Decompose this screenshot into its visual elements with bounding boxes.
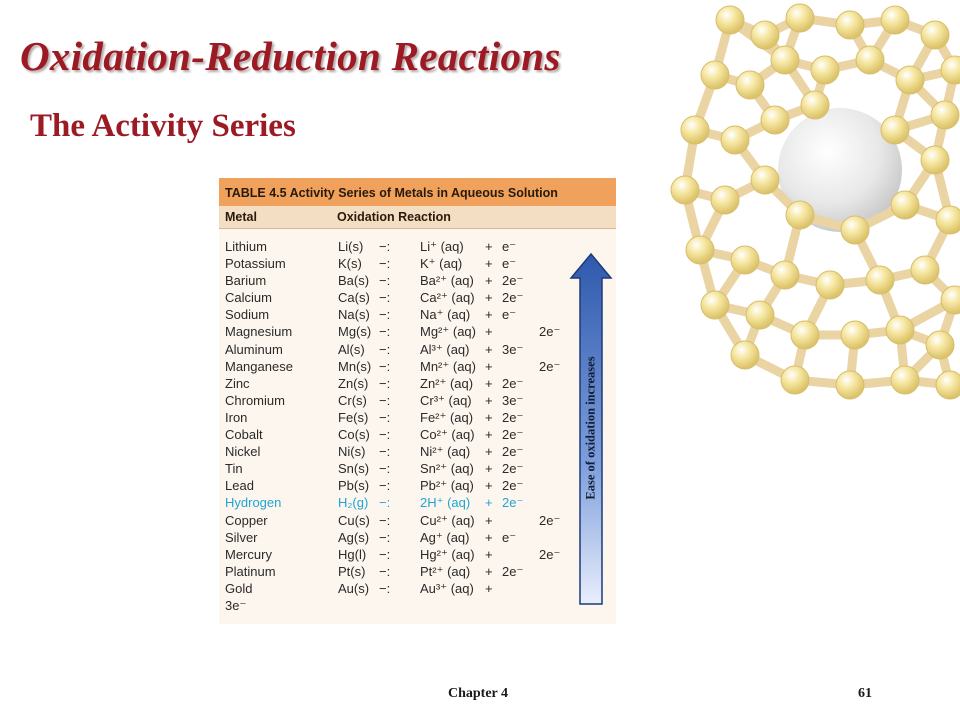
reactant-cell: Sn(s) <box>338 461 370 477</box>
atom-sphere <box>881 116 909 144</box>
table-row <box>219 563 616 580</box>
product-cell: Cr³⁺ (aq) <box>420 392 472 408</box>
slide-subtitle: The Activity Series <box>30 108 296 144</box>
reactant-cell: Ni(s) <box>338 444 366 460</box>
arrow-cell: −: <box>379 444 391 460</box>
reactant-cell: Cr(s) <box>338 392 367 408</box>
reactant-cell: Cu(s) <box>338 512 370 528</box>
atom-sphere <box>856 46 884 74</box>
table-row <box>219 255 616 272</box>
fullerene-molecule-image <box>655 0 960 400</box>
arrow-cell: −: <box>379 239 391 254</box>
atom-sphere <box>736 71 764 99</box>
atom-sphere <box>786 201 814 229</box>
table-row <box>219 392 616 409</box>
electrons-cell: 3e⁻ <box>502 392 524 408</box>
atom-sphere <box>936 206 960 234</box>
metal-cell: Potassium <box>225 256 286 272</box>
plus-cell: + <box>485 341 493 357</box>
reactant-cell: Li(s) <box>338 239 364 254</box>
atom-sphere <box>771 261 799 289</box>
product-cell: Mg²⁺ (aq) <box>420 324 476 340</box>
reactant-cell: Hg(l) <box>338 546 367 562</box>
arrow-cell: −: <box>379 478 391 494</box>
atom-sphere <box>731 341 759 369</box>
arrow-cell: −: <box>379 529 391 545</box>
atom-sphere <box>791 321 819 349</box>
table-caption: TABLE 4.5 Activity Series of Metals in Aqueous Solution <box>219 178 616 206</box>
product-cell: 2H⁺ (aq) <box>420 495 471 511</box>
plus-cell: + <box>485 512 493 528</box>
atom-sphere <box>921 146 949 174</box>
atom-sphere <box>771 46 799 74</box>
atom-sphere <box>896 66 924 94</box>
reactant-cell: Au(s) <box>338 580 370 596</box>
metal-cell: Copper <box>225 512 268 528</box>
table-row <box>219 238 616 255</box>
plus-cell: + <box>485 563 493 579</box>
arrow-cell: −: <box>379 546 391 562</box>
table-row <box>219 477 616 494</box>
atom-sphere <box>836 371 864 399</box>
plus-cell: + <box>485 427 493 443</box>
product-cell: Mn²⁺ (aq) <box>420 358 476 374</box>
activity-series-table <box>219 178 616 624</box>
atom-sphere <box>711 186 739 214</box>
electrons-cell: 2e⁻ <box>502 427 524 443</box>
metal-cell: Zinc <box>225 375 250 391</box>
metal-cell: Mercury <box>225 546 272 562</box>
arrow-cell: −: <box>379 256 391 272</box>
arrow-cell: −: <box>379 358 391 374</box>
product-cell: K⁺ (aq) <box>420 256 463 272</box>
product-cell: Sn²⁺ (aq) <box>420 461 474 477</box>
plus-cell: + <box>485 529 493 545</box>
product-cell: Li⁺ (aq) <box>420 239 464 254</box>
electrons-cell: 2e⁻ <box>502 478 524 494</box>
plus-cell: + <box>485 392 493 408</box>
metal-cell: Gold <box>225 580 253 596</box>
metal-cell: Lead <box>225 478 254 494</box>
electrons-cell: 2e⁻ <box>502 444 524 460</box>
table-row <box>219 375 616 392</box>
table-header-row <box>219 206 616 229</box>
atom-sphere <box>866 266 894 294</box>
arrow-cell: −: <box>379 290 391 306</box>
table-row <box>219 358 616 375</box>
arrow-cell: −: <box>379 580 391 596</box>
reactant-cell: Mg(s) <box>338 324 372 340</box>
arrow-cell: −: <box>379 341 391 357</box>
plus-cell: + <box>485 239 493 254</box>
plus-cell: + <box>485 495 493 511</box>
arrow-cell: −: <box>379 324 391 340</box>
plus-cell: + <box>485 307 493 323</box>
reactant-cell: Na(s) <box>338 307 370 323</box>
metal-cell: Nickel <box>225 444 261 460</box>
electrons-cell: 2e⁻ <box>502 375 524 391</box>
electrons-cell: e⁻ <box>502 529 517 545</box>
atom-sphere <box>816 271 844 299</box>
reactant-cell: Mn(s) <box>338 358 372 374</box>
table-row <box>219 443 616 460</box>
metal-cell: Tin <box>225 461 243 477</box>
reactant-cell: Ag(s) <box>338 529 370 545</box>
page-number: 61 <box>858 686 872 701</box>
atom-sphere <box>811 56 839 84</box>
electrons-cell: 2e⁻ <box>539 546 561 562</box>
atom-sphere <box>941 56 960 84</box>
metal-cell: Chromium <box>225 392 285 408</box>
atom-sphere <box>731 246 759 274</box>
electrons-cell: 2e⁻ <box>502 461 524 477</box>
product-cell: Na⁺ (aq) <box>420 307 471 323</box>
electrons-cell: 2e⁻ <box>502 409 524 425</box>
product-cell: Fe²⁺ (aq) <box>420 409 474 425</box>
reactant-cell: H₂(g) <box>338 495 369 511</box>
plus-cell: + <box>485 461 493 477</box>
metal-cell: Aluminum <box>225 341 283 357</box>
table-row <box>219 494 616 511</box>
column-header-metal: Metal <box>225 210 257 224</box>
atom-sphere <box>781 366 809 394</box>
table-body <box>219 238 616 614</box>
atom-sphere <box>931 101 959 129</box>
metal-cell: Lithium <box>225 239 267 254</box>
metal-cell: Manganese <box>225 358 293 374</box>
product-cell: Ca²⁺ (aq) <box>420 290 475 306</box>
table-row <box>219 323 616 340</box>
atom-sphere <box>716 6 744 34</box>
plus-cell: + <box>485 256 493 272</box>
arrow-cell: −: <box>379 461 391 477</box>
product-cell: Hg²⁺ (aq) <box>420 546 475 562</box>
atom-sphere <box>786 4 814 32</box>
table-row <box>219 512 616 529</box>
product-cell: Ni²⁺ (aq) <box>420 444 471 460</box>
product-cell: Ag⁺ (aq) <box>420 529 470 545</box>
arrow-cell: −: <box>379 392 391 408</box>
plus-cell: + <box>485 478 493 494</box>
arrow-cell: −: <box>379 563 391 579</box>
table-row <box>219 306 616 323</box>
electrons-cell: 2e⁻ <box>539 358 561 374</box>
metal-cell: 3e⁻ <box>225 597 247 613</box>
reactant-cell: Pb(s) <box>338 478 370 494</box>
product-cell: Cu²⁺ (aq) <box>420 512 475 528</box>
metal-cell: Silver <box>225 529 258 545</box>
column-header-oxidation-reaction: Oxidation Reaction <box>337 210 451 224</box>
table-row <box>219 341 616 358</box>
arrow-cell: −: <box>379 273 391 289</box>
table-row <box>219 426 616 443</box>
atom-sphere <box>751 21 779 49</box>
atom-sphere <box>841 216 869 244</box>
table-row <box>219 529 616 546</box>
atom-sphere <box>921 21 949 49</box>
electrons-cell: 2e⁻ <box>502 290 524 306</box>
arrow-cell: −: <box>379 427 391 443</box>
plus-cell: + <box>485 546 493 562</box>
atom-sphere <box>891 366 919 394</box>
product-cell: Pb²⁺ (aq) <box>420 478 474 494</box>
atom-sphere <box>701 61 729 89</box>
atom-sphere <box>881 6 909 34</box>
atom-sphere <box>936 371 960 399</box>
electrons-cell: e⁻ <box>502 239 517 254</box>
table-row <box>219 289 616 306</box>
atom-sphere <box>681 116 709 144</box>
arrow-cell: −: <box>379 375 391 391</box>
electrons-cell: 2e⁻ <box>502 563 524 579</box>
table-row <box>219 409 616 426</box>
plus-cell: + <box>485 273 493 289</box>
atom-sphere <box>841 321 869 349</box>
atom-sphere <box>671 176 699 204</box>
reactant-cell: Al(s) <box>338 341 365 357</box>
atom-sphere <box>801 91 829 119</box>
plus-cell: + <box>485 290 493 306</box>
atom-sphere <box>751 166 779 194</box>
table-row <box>219 546 616 563</box>
ease-of-oxidation-label: Ease of oxidation increases <box>583 356 598 500</box>
arrow-cell: −: <box>379 512 391 528</box>
plus-cell: + <box>485 409 493 425</box>
table-row <box>219 460 616 477</box>
atom-sphere <box>761 106 789 134</box>
metal-cell: Barium <box>225 273 267 289</box>
plus-cell: + <box>485 580 493 596</box>
electrons-cell: 2e⁻ <box>539 324 561 340</box>
reactant-cell: K(s) <box>338 256 362 272</box>
atom-sphere <box>746 301 774 329</box>
atom-sphere <box>721 126 749 154</box>
electrons-cell: 2e⁻ <box>502 495 524 511</box>
reactant-cell: Ca(s) <box>338 290 370 306</box>
reactant-cell: Fe(s) <box>338 409 369 425</box>
atom-sphere <box>891 191 919 219</box>
metal-cell: Magnesium <box>225 324 293 340</box>
electrons-cell: 2e⁻ <box>539 512 561 528</box>
slide-title: Oxidation-Reduction Reactions <box>20 33 561 79</box>
table-row <box>219 597 616 614</box>
atom-sphere <box>926 331 954 359</box>
reactant-cell: Ba(s) <box>338 273 370 289</box>
table-row <box>219 580 616 597</box>
reactant-cell: Zn(s) <box>338 375 369 391</box>
table-row <box>219 272 616 289</box>
footer-chapter: Chapter 4 <box>448 686 509 701</box>
product-cell: Pt²⁺ (aq) <box>420 563 471 579</box>
electrons-cell: e⁻ <box>502 307 517 323</box>
metal-cell: Sodium <box>225 307 270 323</box>
atom-sphere <box>886 316 914 344</box>
reactant-cell: Co(s) <box>338 427 370 443</box>
plus-cell: + <box>485 375 493 391</box>
atom-sphere <box>686 236 714 264</box>
electrons-cell: 3e⁻ <box>502 341 524 357</box>
reactant-cell: Pt(s) <box>338 563 366 579</box>
arrow-cell: −: <box>379 495 391 511</box>
metal-cell: Hydrogen <box>225 495 282 511</box>
product-cell: Au³⁺ (aq) <box>420 580 474 596</box>
plus-cell: + <box>485 444 493 460</box>
atom-sphere <box>911 256 939 284</box>
arrow-cell: −: <box>379 409 391 425</box>
electrons-cell: e⁻ <box>502 256 517 272</box>
metal-cell: Cobalt <box>225 427 263 443</box>
metal-cell: Platinum <box>225 563 276 579</box>
atom-sphere <box>701 291 729 319</box>
plus-cell: + <box>485 324 493 340</box>
electrons-cell: 2e⁻ <box>502 273 524 289</box>
product-cell: Zn²⁺ (aq) <box>420 375 474 391</box>
product-cell: Ba²⁺ (aq) <box>420 273 474 289</box>
product-cell: Al³⁺ (aq) <box>420 341 470 357</box>
atom-sphere <box>836 11 864 39</box>
arrow-cell: −: <box>379 307 391 323</box>
metal-cell: Iron <box>225 409 248 425</box>
metal-cell: Calcium <box>225 290 272 306</box>
plus-cell: + <box>485 358 493 374</box>
product-cell: Co²⁺ (aq) <box>420 427 475 443</box>
